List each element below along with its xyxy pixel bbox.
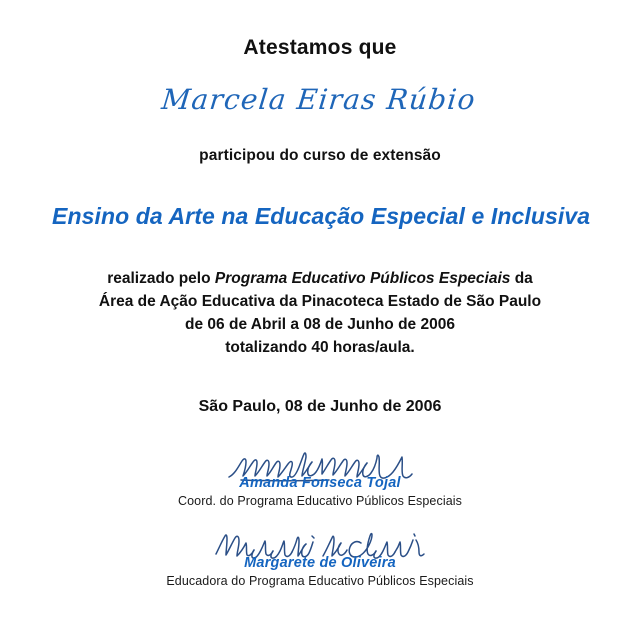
course-details-line-1 [52,267,588,290]
course-period-line: de 06 de Abril a 08 de Junho de 2006 [185,316,455,333]
course-details-program-name: Programa Educativo Públicos Especiais [214,270,511,287]
signature-block-coordinator [52,450,588,508]
course-hours-line: totalizando 40 horas/aula. [225,339,415,356]
signature-role-educator: Educadora do Programa Educativo Públicos Especiais [166,574,474,588]
attestation-heading: Atestamos que [243,36,397,59]
issue-place-and-date: São Paulo, 08 de Junho de 2006 [198,398,442,415]
participation-line: participou do curso de extensão [199,147,441,164]
signature-block-educator [52,530,588,588]
signature-name-coordinator: Amanda Fonseca Tojal [239,475,401,491]
course-details-line-1-suffix: da [514,270,533,287]
course-title: Ensino da Arte na Educação Especial e Inclusiva [52,203,591,229]
recipient-name: Marcela Eiras Rúbio [160,83,478,116]
course-details-line-2: Área de Ação Educativa da Pinacoteca Estado de São Paulo [98,293,542,310]
course-details-line-1-prefix: realizado pelo [107,270,211,287]
signatures-section [52,416,588,588]
signature-name-educator: Margarete de Oliveira [244,555,396,571]
course-details-paragraph [52,230,588,359]
signature-role-coordinator: Coord. do Programa Educativo Públicos Especiais [177,494,462,508]
